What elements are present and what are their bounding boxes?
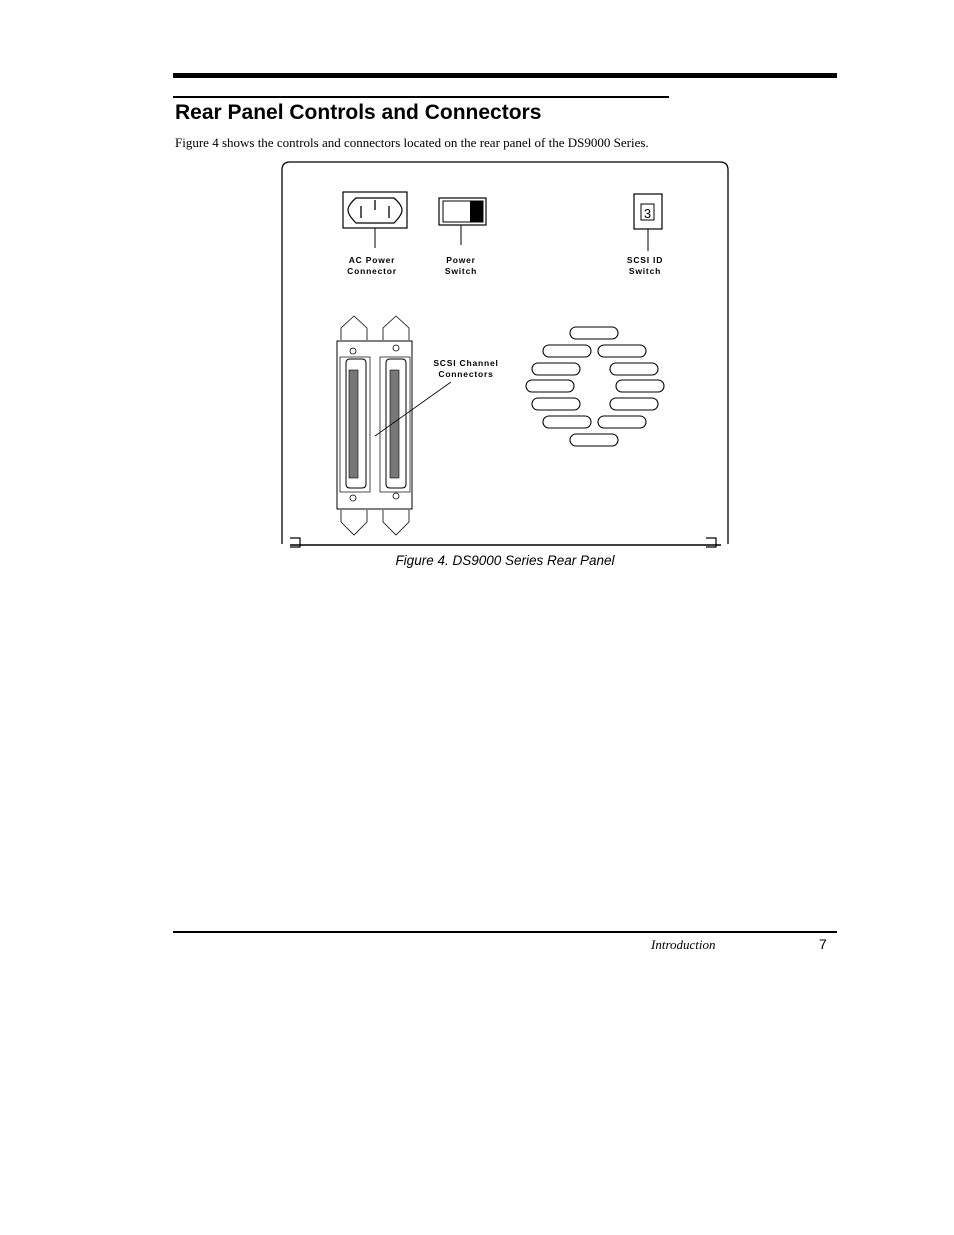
scsi-channel-label-line2: Connectors <box>438 369 494 379</box>
ac-power-label-line1: AC Power <box>348 255 396 265</box>
footer-section-name: Introduction <box>651 937 716 952</box>
figure-caption: Figure 4. DS9000 Series Rear Panel <box>395 553 615 568</box>
scsi-channel-label-line1: SCSI Channel <box>433 358 499 368</box>
power-switch <box>439 198 486 245</box>
page-title: Rear Panel Controls and Connectors <box>175 101 542 124</box>
footer-rule <box>173 931 837 933</box>
scsi-id-label-line1: SCSI ID <box>626 255 664 265</box>
scsi-id-label-line2: Switch <box>628 266 662 276</box>
scsi-id-value: 3 <box>643 206 652 221</box>
scsi-channel-connectors <box>337 316 451 535</box>
heading-rule <box>173 96 669 98</box>
chassis-outline <box>282 162 728 544</box>
ac-power-label-line2: Connector <box>347 266 397 276</box>
power-switch-label-line1: Power <box>446 255 476 265</box>
ac-power-connector <box>343 192 407 248</box>
scsi-id-switch <box>634 194 662 251</box>
page-number: 7 <box>819 936 827 952</box>
rear-panel-figure <box>276 158 736 550</box>
power-switch-label-line2: Switch <box>444 266 478 276</box>
fan-vent <box>526 327 664 446</box>
top-rule <box>173 73 837 78</box>
intro-paragraph: Figure 4 shows the controls and connectors located on the rear panel of the DS9000 Series. <box>175 135 649 150</box>
